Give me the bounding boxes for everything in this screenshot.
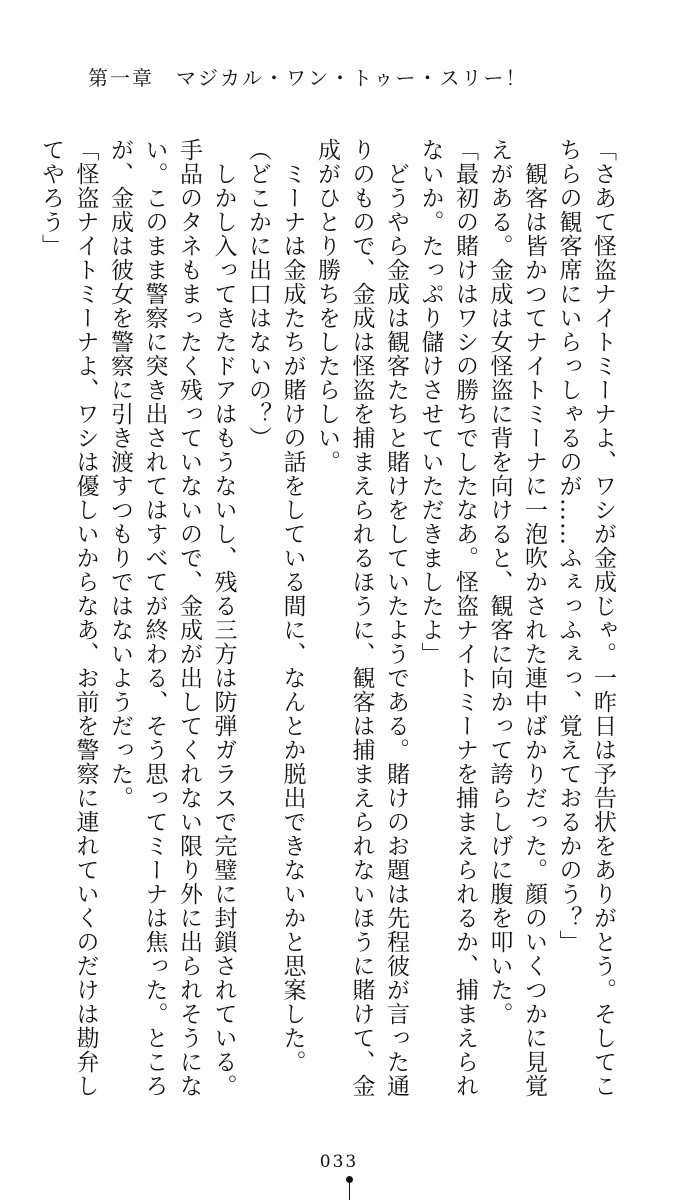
text-line: 手品のタネもまったく残っていないので、金成が出してくれない限り外に出られそうにな [176, 138, 202, 1098]
page-marker-line [349, 1183, 350, 1200]
text-line: が、金成は彼女を警察に引き渡すつもりではないようだった。 [107, 138, 133, 810]
text-line: えがある。金成は女怪盗に背を向けると、観客に向かって誇らしげに腹を叩いた。 [486, 138, 513, 1026]
page-number: 033 [319, 1152, 359, 1172]
running-head [88, 62, 528, 91]
text-line: 成がひとり勝ちをしたらしい。 [314, 138, 340, 474]
text-line: 観客は皆かつてナイトミーナに一泡吹かされた連中ばかりだった。顔のいくつかに見覚 [521, 138, 547, 1098]
text-line: 「さあて怪盗ナイトミーナよ、ワシが金成じゃ。一昨日は予告状をありがとう。そしてこ [590, 138, 616, 1098]
text-line: ないか。たっぷり儲けさせていただきましたよ」 [417, 138, 444, 666]
text-line: りのもので、金成は怪盗を捕まえられるほうに、観客は捕まえられないほうに賭けて、金 [348, 138, 375, 1098]
text-line: 「怪盗ナイトミーナよ、ワシは優しいからなあ、お前を警察に連れていくのだけは勘弁し [72, 138, 99, 1098]
text-line: い。このまま警察に突き出されてはすべてが終わる、そう思ってミーナは焦った。ところ [141, 138, 168, 1098]
chapter-title: マジカル・ワン・トゥー・スリー！ [176, 66, 528, 90]
page-marker-dot [346, 1176, 353, 1183]
text-line: 「最初の賭けはワシの勝ちでしたなあ。怪盗ナイトミーナを捕まえられるか、捕まえられ [452, 138, 478, 1098]
text-line: （どこかに出口はないの？） [245, 138, 271, 450]
chapter-number: 第一章 [88, 66, 154, 90]
body-text [34, 138, 621, 1138]
text-line: しかし入ってきたドアはもうないし、残る三方は防弾ガラスで完璧に封鎖されている。 [210, 138, 237, 1098]
text-line: てやろう」 [38, 138, 64, 258]
text-line: ミーナは金成たちが賭けの話をしている間に、なんとか脱出できないかと思案した。 [279, 138, 306, 1074]
text-line: ちらの観客席にいらっしゃるのが……ふぇっふぇっ、覚えておるかのう？」 [555, 138, 582, 954]
text-line: どうやら金成は観客たちと賭けをしていたようである。賭けのお題は先程彼が言った通 [383, 138, 409, 1098]
